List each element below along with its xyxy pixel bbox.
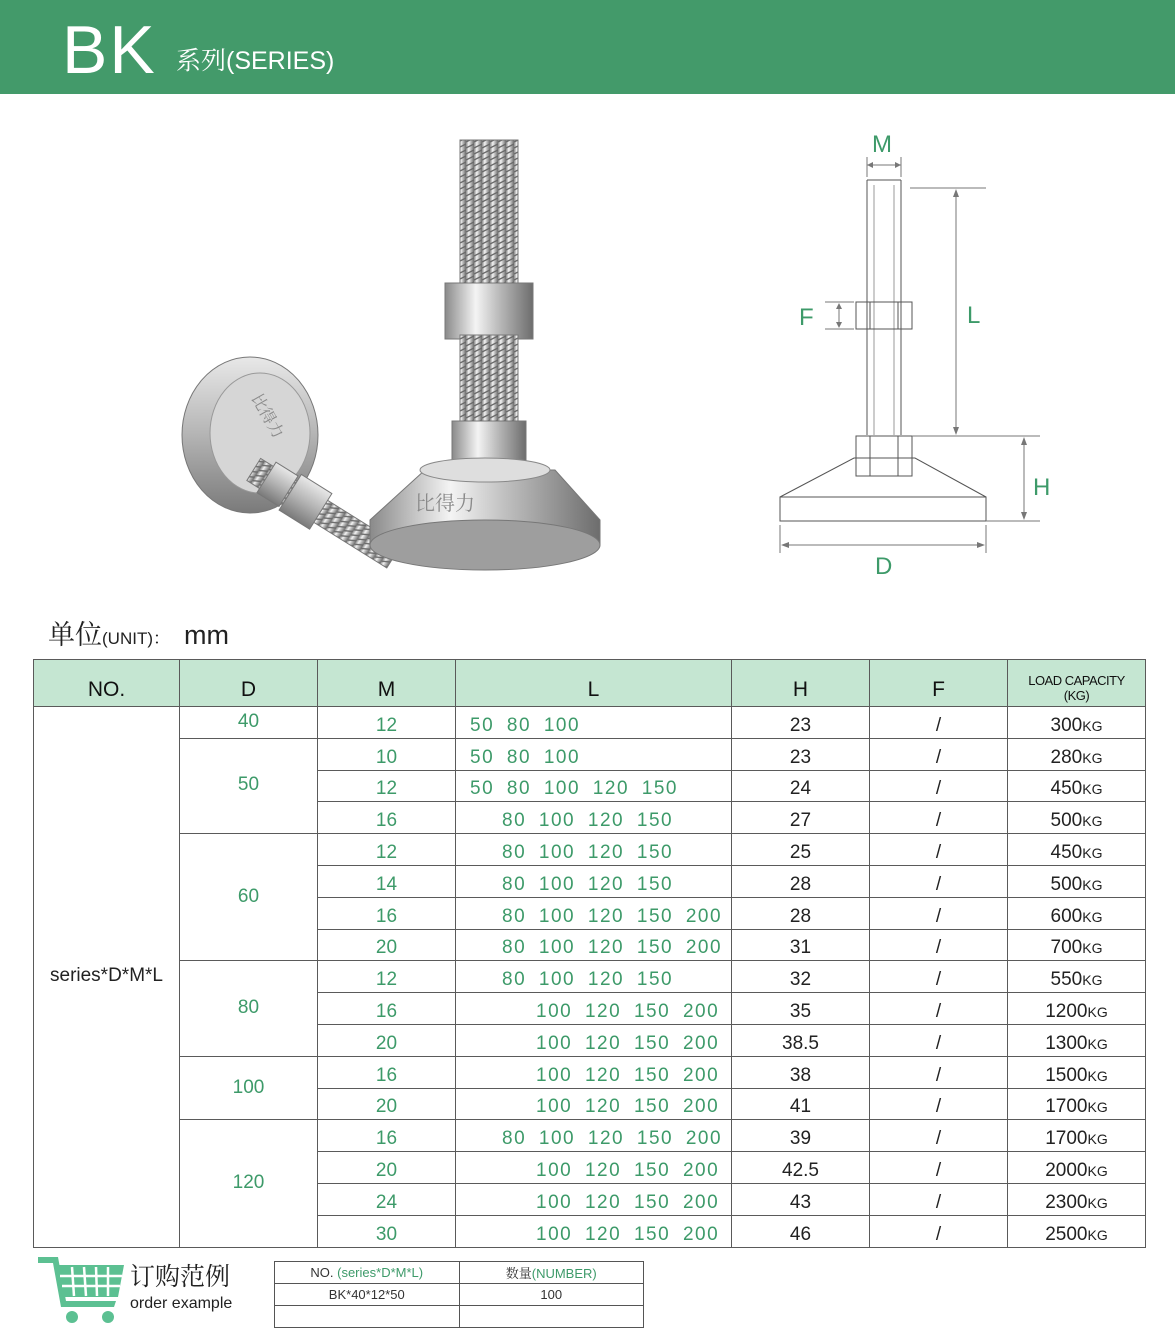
dimension-diagram [770, 125, 1080, 585]
l-cell: 80 100 120 150 [456, 834, 732, 866]
m-cell: 24 [318, 1183, 456, 1215]
h-cell: 38 [732, 1056, 870, 1088]
m-cell: 20 [318, 929, 456, 961]
capacity-unit: KG [1087, 1067, 1108, 1084]
l-cell: 100 120 150 200 [456, 1183, 732, 1215]
capacity-cell [1008, 865, 1146, 897]
f-cell: / [870, 770, 1008, 802]
capacity-value: 1700 [1045, 1128, 1088, 1150]
capacity-unit: KG [1087, 1131, 1108, 1148]
capacity-cell [1008, 1183, 1146, 1215]
l-cell: 80 100 120 150 200 [456, 929, 732, 961]
d-cell: 80 [180, 961, 318, 1056]
series-subtitle: 系列(SERIES) [176, 47, 335, 75]
l-cell: 100 120 150 200 [456, 1088, 732, 1120]
f-cell: / [870, 961, 1008, 993]
f-cell: / [870, 1056, 1008, 1088]
capacity-cell [1008, 1056, 1146, 1088]
capacity-cell [1008, 1024, 1146, 1056]
f-cell: / [870, 1088, 1008, 1120]
l-cell: 50 80 100 [456, 738, 732, 770]
h-cell: 43 [732, 1183, 870, 1215]
table-row [34, 961, 1146, 993]
table-row [34, 1056, 1146, 1088]
table-row [34, 834, 1146, 866]
h-cell: 27 [732, 802, 870, 834]
spec-body [34, 707, 1146, 1248]
h-cell: 31 [732, 929, 870, 961]
spec-header-row [34, 660, 1146, 707]
capacity-cell [1008, 1120, 1146, 1152]
unit-value: mm [183, 620, 229, 650]
capacity-unit: KG [1082, 972, 1103, 989]
capacity-unit: KG [1082, 876, 1103, 893]
f-cell: / [870, 993, 1008, 1025]
capacity-value: 280 [1050, 746, 1083, 768]
capacity-value: 700 [1050, 937, 1083, 959]
f-cell: / [870, 834, 1008, 866]
h-cell: 28 [732, 865, 870, 897]
order-example-table [274, 1261, 644, 1328]
h-cell: 24 [732, 770, 870, 802]
order-example-row [275, 1284, 644, 1306]
capacity-value: 1200 [1045, 1000, 1088, 1022]
m-cell: 12 [318, 961, 456, 993]
product-photo [170, 125, 620, 595]
capacity-value: 1300 [1045, 1032, 1088, 1054]
standing-foot-brand-text: 比得力 [415, 491, 475, 515]
h-cell: 28 [732, 897, 870, 929]
h-cell: 39 [732, 1120, 870, 1152]
capacity-value: 1500 [1045, 1064, 1088, 1086]
header-no: NO. [34, 660, 180, 707]
f-cell: / [870, 897, 1008, 929]
f-cell: / [870, 865, 1008, 897]
f-cell: / [870, 802, 1008, 834]
unit-line [48, 617, 229, 657]
capacity-cell [1008, 1215, 1146, 1247]
l-cell: 100 120 150 200 [456, 1024, 732, 1056]
l-cell: 80 100 120 150 [456, 961, 732, 993]
capacity-value: 300 [1050, 714, 1083, 736]
capacity-unit: KG [1082, 717, 1103, 734]
order-title: 订购范例 [130, 1263, 231, 1291]
capacity-value: 450 [1050, 778, 1083, 800]
h-cell: 38.5 [732, 1024, 870, 1056]
m-cell: 10 [318, 738, 456, 770]
unit-label-en: (UNIT)： [102, 629, 170, 648]
order-col2-suffix: (NUMBER) [531, 1266, 597, 1281]
table-row [34, 738, 1146, 770]
capacity-value: 600 [1050, 905, 1083, 927]
l-cell: 80 100 120 150 200 [456, 897, 732, 929]
capacity-unit: KG [1087, 1194, 1108, 1211]
f-cell: / [870, 929, 1008, 961]
capacity-value: 500 [1050, 810, 1083, 832]
table-row [34, 1120, 1146, 1152]
f-cell: / [870, 1024, 1008, 1056]
order-subtitle: order example [130, 1295, 233, 1312]
capacity-cell [1008, 738, 1146, 770]
f-cell: / [870, 1183, 1008, 1215]
label-h: H [1033, 474, 1051, 501]
m-cell: 20 [318, 1088, 456, 1120]
l-cell: 80 100 120 150 200 [456, 1120, 732, 1152]
order-example-qty: 100 [459, 1284, 644, 1306]
capacity-cell [1008, 961, 1146, 993]
l-cell: 80 100 120 150 [456, 865, 732, 897]
capacity-unit: KG [1082, 749, 1103, 766]
h-cell: 32 [732, 961, 870, 993]
m-cell: 16 [318, 897, 456, 929]
header-banner [0, 0, 1175, 94]
h-cell: 42.5 [732, 1152, 870, 1184]
capacity-unit: KG [1082, 781, 1103, 798]
order-example-code: BK*40*12*50 [275, 1284, 460, 1306]
no-cell: series*D*M*L [34, 707, 180, 1248]
order-col1-header [275, 1262, 460, 1284]
label-d: D [875, 553, 893, 580]
d-cell: 60 [180, 834, 318, 961]
l-cell: 100 120 150 200 [456, 993, 732, 1025]
capacity-unit: KG [1082, 940, 1103, 957]
capacity-cell [1008, 1088, 1146, 1120]
header-capacity-line1: LOAD CAPACITY [1028, 673, 1125, 688]
f-cell: / [870, 738, 1008, 770]
order-col2-label: 数量 [505, 1266, 532, 1281]
l-cell: 80 100 120 150 [456, 802, 732, 834]
h-cell: 41 [732, 1088, 870, 1120]
d-cell: 100 [180, 1056, 318, 1120]
capacity-value: 1700 [1045, 1096, 1088, 1118]
spec-table [33, 659, 1146, 1248]
m-cell: 16 [318, 1056, 456, 1088]
capacity-value: 2000 [1045, 1159, 1088, 1181]
order-header-row [275, 1262, 644, 1284]
series-code: BK [62, 12, 157, 88]
l-cell: 100 120 150 200 [456, 1152, 732, 1184]
m-cell: 16 [318, 802, 456, 834]
capacity-cell [1008, 993, 1146, 1025]
capacity-value: 500 [1050, 873, 1083, 895]
order-empty-cell [275, 1306, 460, 1328]
capacity-value: 450 [1050, 841, 1083, 863]
order-col1-label: NO. [310, 1265, 334, 1280]
capacity-unit: KG [1082, 908, 1103, 925]
order-empty-cell [459, 1306, 644, 1328]
capacity-cell [1008, 1152, 1146, 1184]
cart-icon [36, 1255, 126, 1325]
standing-foot [370, 140, 600, 570]
label-l: L [967, 302, 981, 329]
m-cell: 12 [318, 834, 456, 866]
m-cell: 16 [318, 1120, 456, 1152]
m-cell: 14 [318, 865, 456, 897]
header-load-capacity [1008, 660, 1146, 707]
lying-foot-brand-text: 比得力 [247, 390, 289, 442]
f-cell: / [870, 1215, 1008, 1247]
l-cell: 50 80 100 [456, 707, 732, 739]
m-cell: 12 [318, 770, 456, 802]
header-m: M [318, 660, 456, 707]
capacity-cell [1008, 802, 1146, 834]
capacity-cell [1008, 897, 1146, 929]
m-cell: 16 [318, 993, 456, 1025]
capacity-cell [1008, 929, 1146, 961]
f-cell: / [870, 1152, 1008, 1184]
m-cell: 12 [318, 707, 456, 739]
capacity-unit: KG [1082, 813, 1103, 830]
m-cell: 30 [318, 1215, 456, 1247]
unit-label: 单位 [48, 620, 102, 650]
capacity-cell [1008, 707, 1146, 739]
header-h: H [732, 660, 870, 707]
m-cell: 20 [318, 1024, 456, 1056]
capacity-unit: KG [1082, 844, 1103, 861]
capacity-value: 2300 [1045, 1191, 1088, 1213]
label-m: M [872, 131, 892, 158]
capacity-value: 550 [1050, 969, 1083, 991]
table-row [34, 707, 1146, 739]
capacity-unit: KG [1087, 1226, 1108, 1243]
capacity-cell [1008, 770, 1146, 802]
capacity-cell [1008, 834, 1146, 866]
label-f: F [799, 304, 814, 331]
h-cell: 23 [732, 707, 870, 739]
capacity-unit: KG [1087, 1003, 1108, 1020]
h-cell: 23 [732, 738, 870, 770]
h-cell: 46 [732, 1215, 870, 1247]
l-cell: 50 80 100 120 150 [456, 770, 732, 802]
header-capacity-line2: (KG) [1063, 688, 1090, 703]
d-cell: 120 [180, 1120, 318, 1247]
capacity-unit: KG [1087, 1035, 1108, 1052]
d-cell: 50 [180, 738, 318, 833]
m-cell: 20 [318, 1152, 456, 1184]
f-cell: / [870, 1120, 1008, 1152]
header-l: L [456, 660, 732, 707]
header-f: F [870, 660, 1008, 707]
h-cell: 35 [732, 993, 870, 1025]
l-cell: 100 120 150 200 [456, 1056, 732, 1088]
capacity-value: 2500 [1045, 1223, 1088, 1245]
h-cell: 25 [732, 834, 870, 866]
f-cell: / [870, 707, 1008, 739]
order-col2-header [459, 1262, 644, 1284]
capacity-unit: KG [1087, 1162, 1108, 1179]
order-empty-row [275, 1306, 644, 1328]
order-col1-suffix: (series*D*M*L) [333, 1265, 424, 1280]
capacity-unit: KG [1087, 1099, 1108, 1116]
l-cell: 100 120 150 200 [456, 1215, 732, 1247]
d-cell: 40 [180, 707, 318, 739]
header-d: D [180, 660, 318, 707]
